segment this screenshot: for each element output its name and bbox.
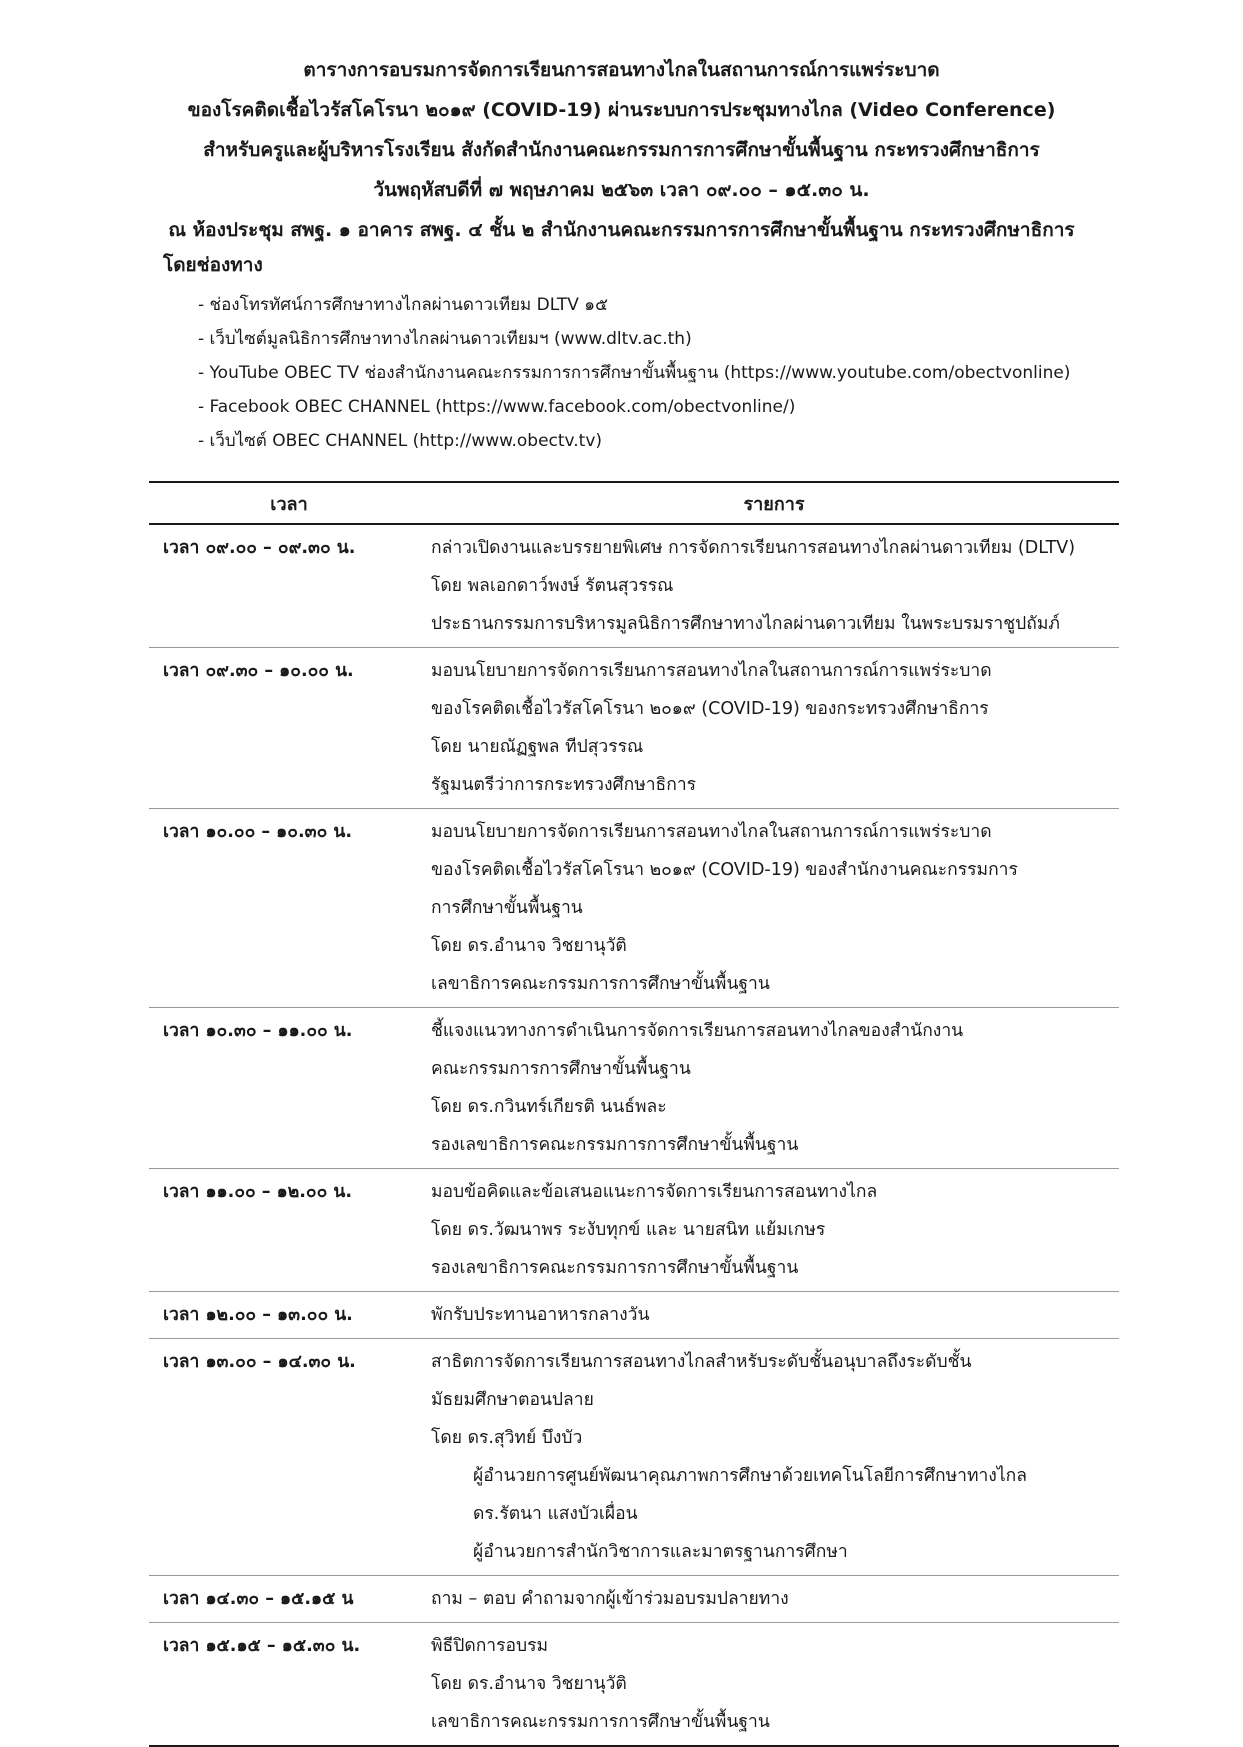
header-line-venue: ณ ห้องประชุม สพฐ. ๑ อาคาร สพฐ. ๔ ชั้น ๒ สำนักงานคณะกรรมการการศึกษาขั้นพื้นฐาน กระทรวงศึกษาธิการ	[168, 219, 1075, 241]
schedule-detail-line: สาธิตการจัดการเรียนการสอนทางไกลสำหรับระดับชั้นอนุบาลถึงระดับชั้น	[431, 1352, 972, 1372]
schedule-detail-line: ของโรคติดเชื้อไวรัสโคโรนา ๒๐๑๙ (COVID-19) ของสำนักงานคณะกรรมการ	[431, 860, 1018, 880]
channel-item: - เว็บไซต์มูลนิธิการศึกษาทางไกลผ่านดาวเทียมฯ (www.dltv.ac.th)	[198, 329, 692, 349]
schedule-time: เวลา ๑๒.๐๐ – ๑๓.๐๐ น.	[163, 1305, 353, 1325]
channels-list	[198, 288, 1070, 458]
schedule-detail-line: มอบนโยบายการจัดการเรียนการสอนทางไกลในสถานการณ์การแพร่ระบาด	[431, 661, 992, 681]
document-header	[0, 50, 1243, 250]
channel-item: - ช่องโทรทัศน์การศึกษาทางไกลผ่านดาวเทียม DLTV ๑๕	[198, 295, 608, 315]
schedule-row	[149, 1292, 1119, 1339]
schedule-detail-line: โดย ดร.อำนาจ วิชยานุวัติ	[431, 1674, 627, 1694]
schedule-rows	[149, 525, 1119, 1747]
schedule-details	[419, 813, 1119, 1003]
schedule-details	[419, 529, 1119, 643]
schedule-row	[149, 1008, 1119, 1169]
schedule-detail-line: มอบนโยบายการจัดการเรียนการสอนทางไกลในสถานการณ์การแพร่ระบาด	[431, 822, 992, 842]
schedule-detail-line: กล่าวเปิดงานและบรรยายพิเศษ การจัดการเรียนการสอนทางไกลผ่านดาวเทียม (DLTV)	[431, 538, 1076, 558]
schedule-time: เวลา ๑๓.๐๐ – ๑๔.๓๐ น.	[163, 1352, 356, 1372]
schedule-table	[149, 481, 1119, 1747]
header-line: วันพฤหัสบดีที่ ๗ พฤษภาคม ๒๕๖๓ เวลา ๐๙.๐๐ – ๑๕.๓๐ น.	[373, 179, 870, 201]
schedule-detail-line: โดย ดร.วัฒนาพร ระงับทุกข์ และ นายสนิท แย้มเกษร	[431, 1220, 826, 1240]
schedule-details	[419, 1580, 1119, 1618]
schedule-details	[419, 1627, 1119, 1741]
schedule-row	[149, 525, 1119, 648]
schedule-detail-line: เลขาธิการคณะกรรมการการศึกษาขั้นพื้นฐาน	[431, 1712, 770, 1732]
schedule-time: เวลา ๐๙.๓๐ – ๑๐.๐๐ น.	[163, 661, 354, 681]
schedule-time: เวลา ๑๕.๑๕ – ๑๕.๓๐ น.	[163, 1636, 361, 1656]
channel-item: - เว็บไซต์ OBEC CHANNEL (http://www.obectv.tv)	[198, 431, 603, 451]
schedule-time: เวลา ๑๐.๐๐ – ๑๐.๓๐ น.	[163, 822, 352, 842]
schedule-time: เวลา ๑๑.๐๐ – ๑๒.๐๐ น.	[163, 1182, 352, 1202]
schedule-detail-line: พิธีปิดการอบรม	[431, 1636, 549, 1656]
schedule-row	[149, 809, 1119, 1008]
schedule-detail-line: รองเลขาธิการคณะกรรมการการศึกษาขั้นพื้นฐาน	[431, 1258, 799, 1278]
schedule-detail-line: รัฐมนตรีว่าการกระทรวงศึกษาธิการ	[431, 775, 697, 795]
schedule-time: เวลา ๑๔.๓๐ – ๑๕.๑๕ น	[163, 1589, 354, 1609]
schedule-row	[149, 1623, 1119, 1747]
schedule-detail-line: พักรับประทานอาหารกลางวัน	[431, 1305, 650, 1325]
table-header	[149, 483, 1119, 525]
schedule-detail-line: มอบข้อคิดและข้อเสนอแนะการจัดการเรียนการสอนทางไกล	[431, 1182, 878, 1202]
schedule-row	[149, 1576, 1119, 1623]
schedule-detail-line: ของโรคติดเชื้อไวรัสโคโรนา ๒๐๑๙ (COVID-19) ของกระทรวงศึกษาธิการ	[431, 699, 989, 719]
schedule-detail-line: โดย นายณัฏฐพล ทีปสุวรรณ	[431, 737, 644, 757]
schedule-detail-line: ถาม – ตอบ คำถามจากผู้เข้าร่วมอบรมปลายทาง	[431, 1589, 789, 1609]
schedule-row	[149, 1169, 1119, 1292]
schedule-detail-line: มัธยมศึกษาตอนปลาย	[431, 1390, 594, 1410]
schedule-detail-line: การศึกษาขั้นพื้นฐาน	[431, 898, 583, 918]
channels-title: โดยช่องทาง	[163, 254, 263, 276]
schedule-detail-line: ผู้อำนวยการสำนักวิชาการและมาตรฐานการศึกษา	[473, 1542, 848, 1562]
schedule-detail-line: โดย ดร.กวินทร์เกียรติ นนธ์พละ	[431, 1097, 667, 1117]
schedule-details	[419, 1296, 1119, 1334]
schedule-row	[149, 1339, 1119, 1576]
schedule-details	[419, 1173, 1119, 1287]
schedule-detail-line: โดย พลเอกดาว์พงษ์ รัตนสุวรรณ	[431, 576, 674, 596]
schedule-detail-line: โดย ดร.อำนาจ วิชยานุวัติ	[431, 936, 627, 956]
schedule-detail-line: ผู้อำนวยการศูนย์พัฒนาคุณภาพการศึกษาด้วยเทคโนโลยีการศึกษาทางไกล	[473, 1466, 1027, 1486]
schedule-details	[419, 652, 1119, 804]
channel-item: - Facebook OBEC CHANNEL (https://www.facebook.com/obectvonline/)	[198, 397, 796, 417]
schedule-time: เวลา ๑๐.๓๐ – ๑๑.๐๐ น.	[163, 1021, 353, 1041]
schedule-detail-line: รองเลขาธิการคณะกรรมการการศึกษาขั้นพื้นฐาน	[431, 1135, 799, 1155]
schedule-row	[149, 648, 1119, 809]
header-line: ของโรคติดเชื้อไวรัสโคโรนา ๒๐๑๙ (COVID-19) ผ่านระบบการประชุมทางไกล (Video Conference)	[187, 99, 1056, 121]
schedule-details	[419, 1012, 1119, 1164]
header-line: สำหรับครูและผู้บริหารโรงเรียน สังกัดสำนักงานคณะกรรมการการศึกษาขั้นพื้นฐาน กระทรวงศึกษาธิการ	[203, 139, 1040, 161]
schedule-detail-line: ดร.รัตนา แสงบัวเผื่อน	[473, 1504, 638, 1524]
column-header-item: รายการ	[743, 493, 805, 515]
schedule-detail-line: ประธานกรรมการบริหารมูลนิธิการศึกษาทางไกลผ่านดาวเทียม ในพระบรมราชูปถัมภ์	[431, 614, 1060, 634]
schedule-details	[419, 1343, 1119, 1571]
schedule-detail-line: คณะกรรมการการศึกษาขั้นพื้นฐาน	[431, 1059, 691, 1079]
schedule-detail-line: เลขาธิการคณะกรรมการการศึกษาขั้นพื้นฐาน	[431, 974, 770, 994]
schedule-detail-line: ชี้แจงแนวทางการดำเนินการจัดการเรียนการสอนทางไกลของสำนักงาน	[431, 1021, 964, 1041]
channel-item: - YouTube OBEC TV ช่องสำนักงานคณะกรรมการการศึกษาขั้นพื้นฐาน (https://www.youtube.com/obectvonline)	[198, 363, 1071, 383]
schedule-detail-line: โดย ดร.สุวิทย์ บึงบัว	[431, 1428, 583, 1448]
column-header-time: เวลา	[270, 493, 308, 515]
header-line: ตารางการอบรมการจัดการเรียนการสอนทางไกลในสถานการณ์การแพร่ระบาด	[303, 59, 940, 81]
schedule-time: เวลา ๐๙.๐๐ – ๐๙.๓๐ น.	[163, 538, 356, 558]
